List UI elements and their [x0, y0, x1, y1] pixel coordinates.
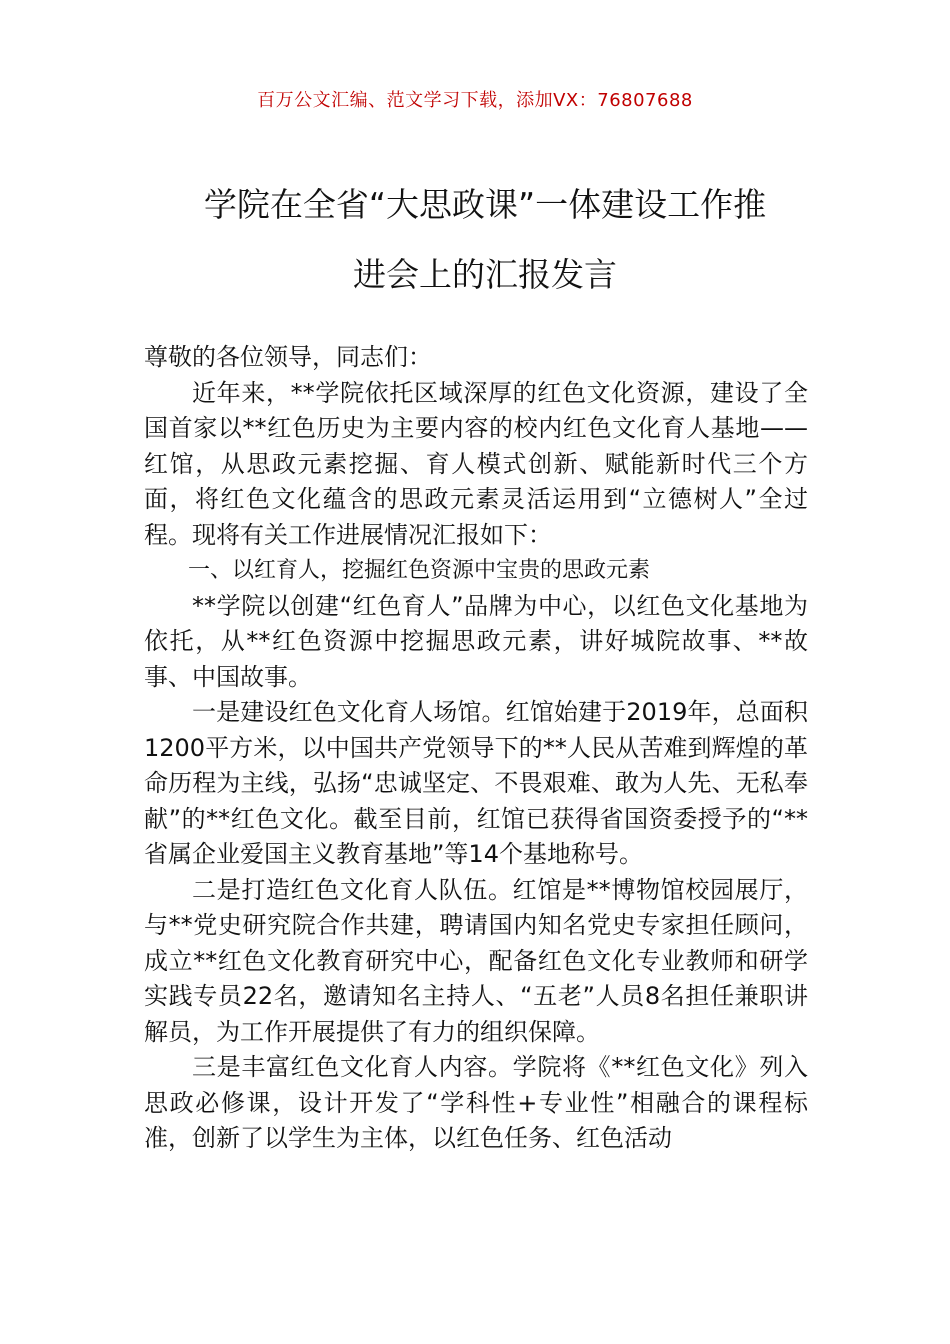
paragraph-venue: 一是建设红色文化育人场馆。红馆始建于2019年，总面积1200平方米，以中国共产党领导下的**人民从苦难到辉煌的革命历程为主线，弘扬“忠诚坚定、不畏艰难、敢为人先、无私奉献”的**红色文化。截至目前，红馆已获得省国资委授予的“**省属企业爱国主义教育基地”等14个基地称号。 — [144, 698, 808, 868]
header-watermark-note: 百万公文汇编、范文学习下载，添加VX：76807688 — [257, 90, 693, 111]
paragraph-content: 三是丰富红色文化育人内容。学院将《**红色文化》列入思政必修课，设计开发了“学科性+专业性”相融合的课程标准，创新了以学生为主体，以红色任务、红色活动 — [144, 1053, 808, 1152]
title-line-2: 进会上的汇报发言 — [353, 255, 617, 294]
paragraph-team: 二是打造红色文化育人队伍。红馆是**博物馆校园展厅，与**党史研究院合作共建，聘请国内知名党史专家担任顾问，成立**红色文化教育研究中心，配备红色文化专业教师和研学实践专员22名，邀请知名主持人、“五老”人员8名担任兼职讲解员，为工作开展提供了有力的组织保障。 — [144, 875, 808, 1046]
salutation: 尊敬的各位领导，同志们： — [144, 343, 432, 371]
paragraph-section-1-overview: **学院以创建“红色育人”品牌为中心，以红色文化基地为依托，从**红色资源中挖掘思政元素，讲好城院故事、**故事、中国故事。 — [144, 591, 808, 691]
document-title — [140, 170, 830, 310]
section-heading-1: 一、以红育人，挖掘红色资源中宝贵的思政元素 — [188, 558, 651, 583]
paragraph-intro: 近年来，**学院依托区域深厚的红色文化资源，建设了全国首家以**红色历史为主要内容的校内红色文化育人基地——红馆，从思政元素挖掘、育人模式创新、赋能新时代三个方面，将红色文化蕴含的思政元素灵活运用到“立德树人”全过程。现将有关工作进展情况汇报如下： — [144, 378, 808, 549]
document-body — [144, 340, 808, 1157]
title-line-1: 学院在全省“大思政课”一体建设工作推 — [203, 185, 767, 224]
